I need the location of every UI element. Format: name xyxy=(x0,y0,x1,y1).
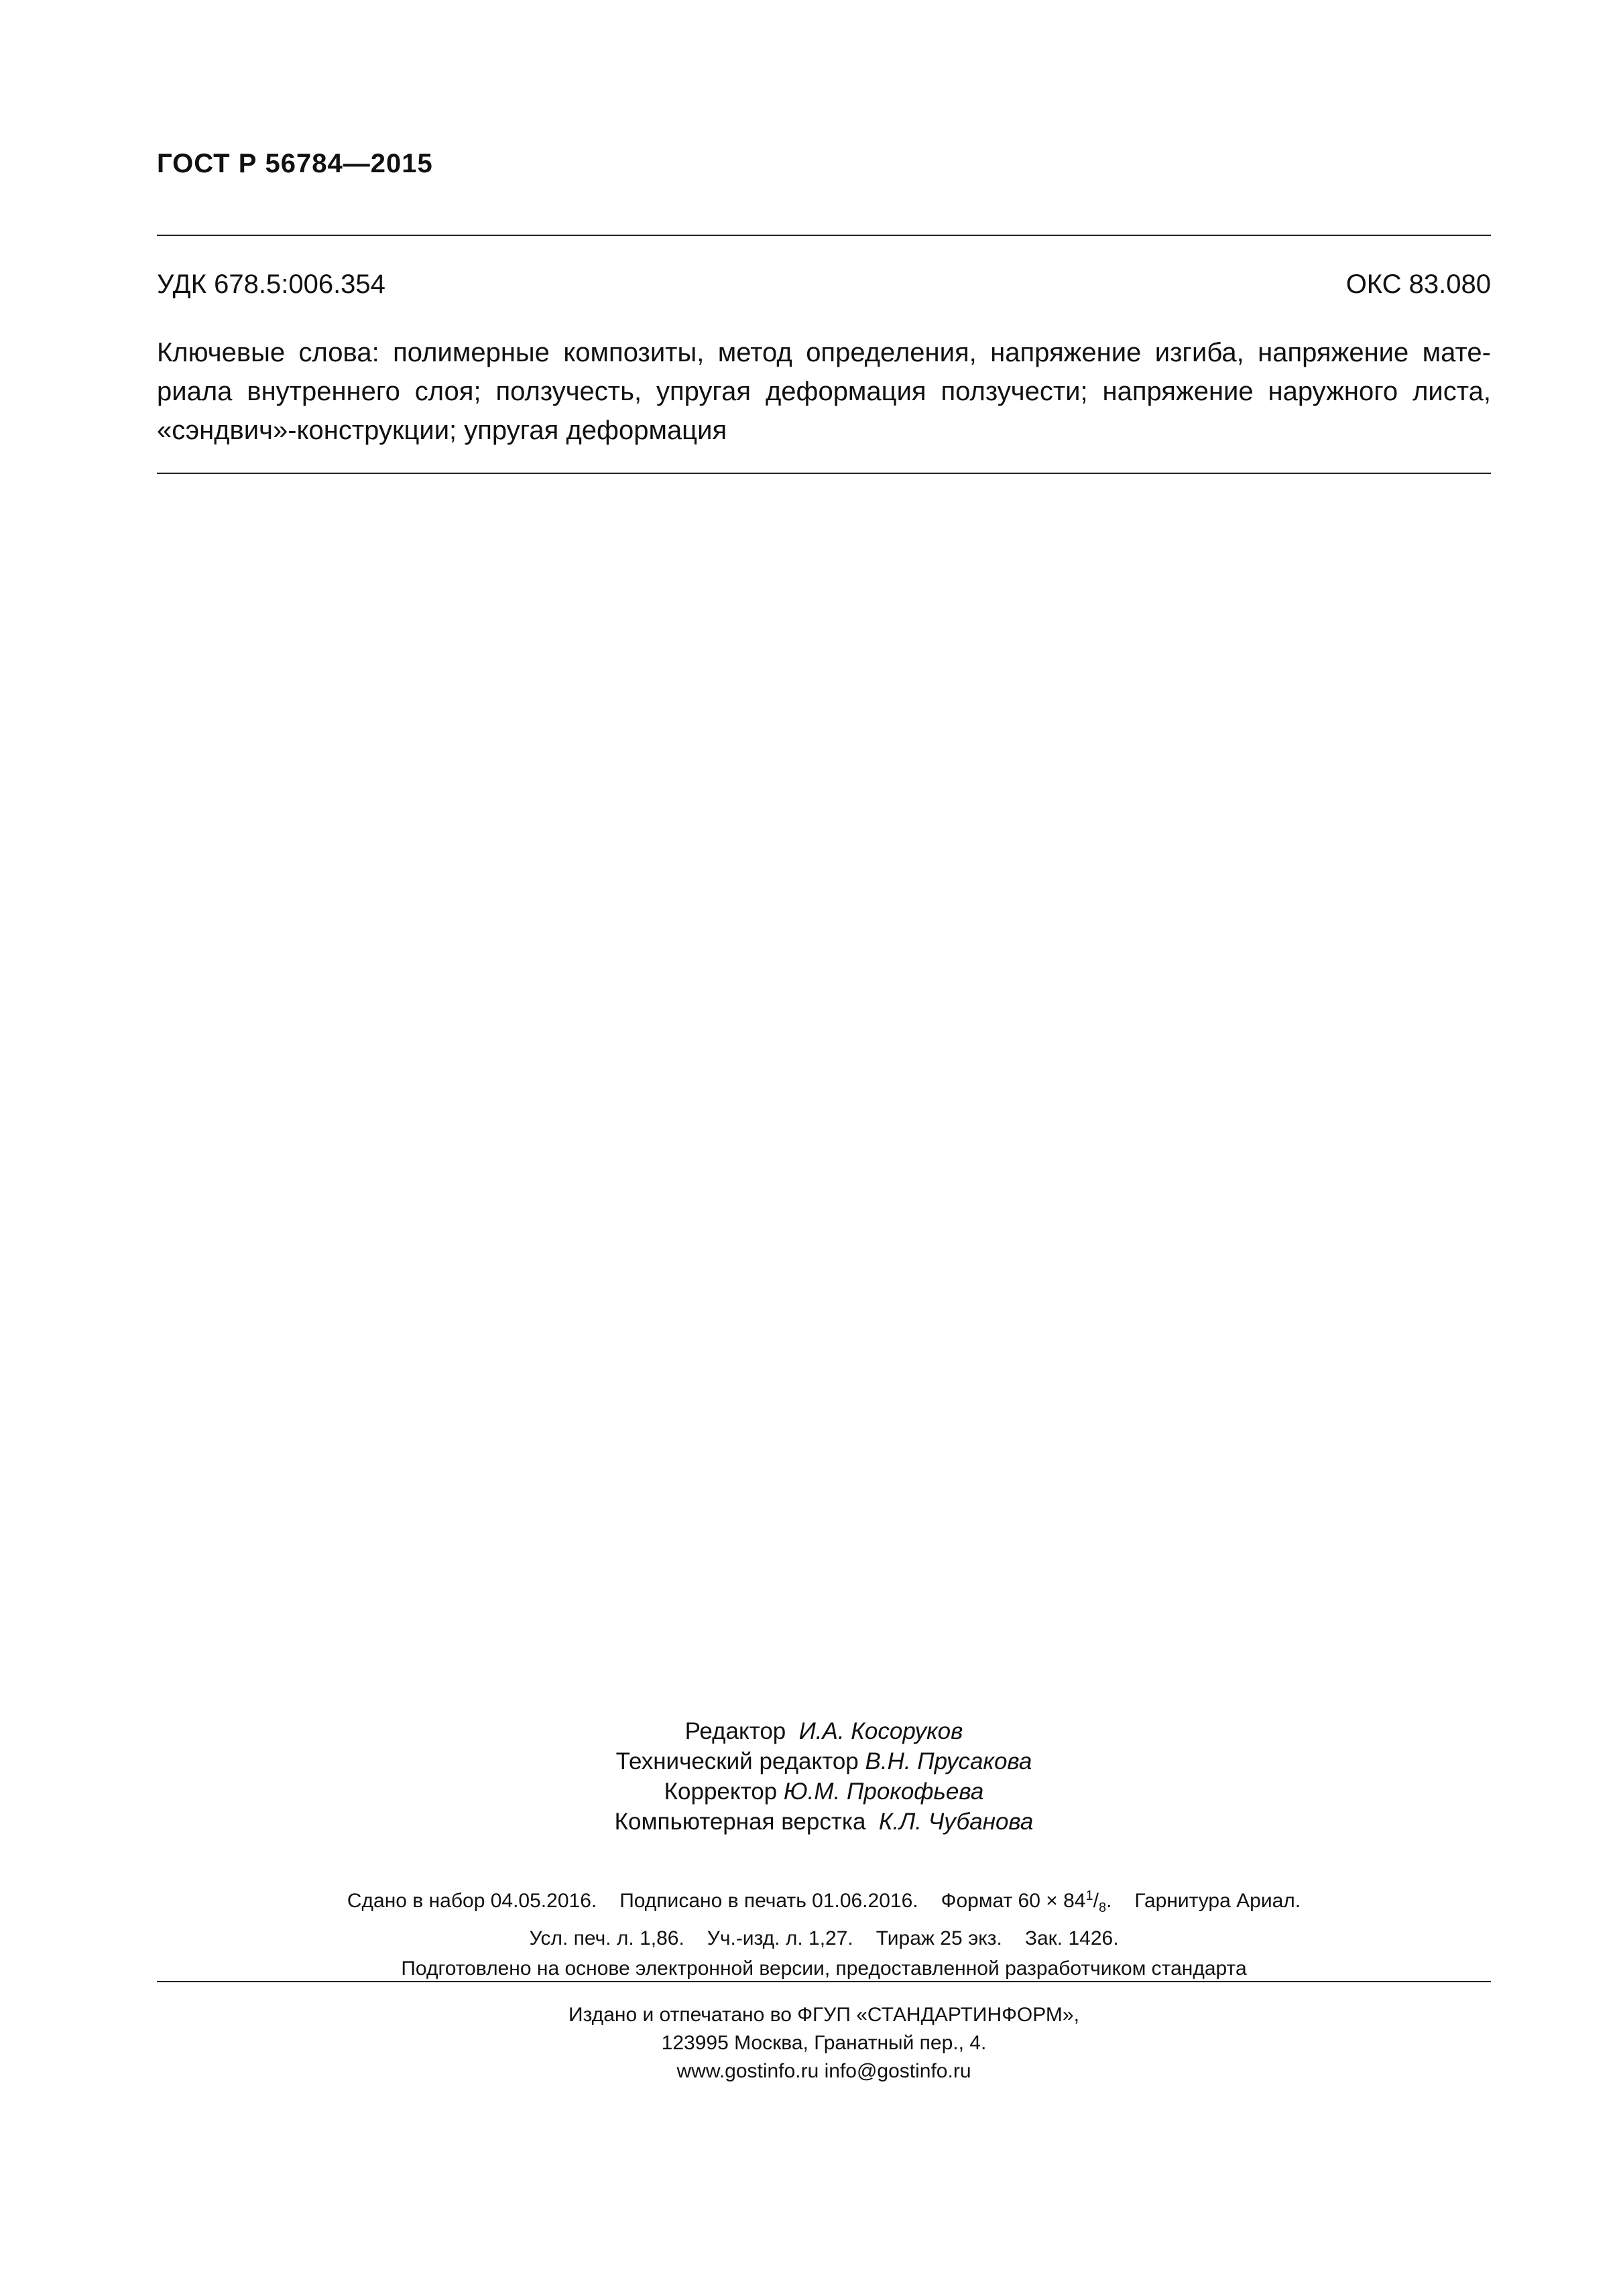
keywords-paragraph: Ключевые слова: полимерные композиты, метод определения, напряжение изгиба, напряжение материала внутреннего слоя; ползучесть, упругая деформация ползучести; напряжение наружного листа, «сэндвич»-конструкции; упругая деформация xyxy=(157,338,1491,445)
submitted-date: Сдано в набор 04.05.2016. xyxy=(347,1890,597,1912)
credit-role: Корректор xyxy=(664,1778,778,1805)
classification-row xyxy=(157,269,1491,300)
paper-format: Формат $60 \times 84^1/_8$. xyxy=(941,1888,1112,1915)
credit-editor xyxy=(157,1716,1491,1746)
typeface: Гарнитура Ариал. xyxy=(1134,1890,1301,1912)
udk-code: УДК 678.5:006.354 xyxy=(157,269,385,299)
publisher-sheets: Уч.-изд. л. 1,27. xyxy=(707,1927,853,1949)
top-divider xyxy=(157,235,1491,236)
credit-name: Ю.М. Прокофьева xyxy=(783,1778,984,1805)
credit-name: К.Л. Чубанова xyxy=(878,1809,1034,1835)
publication-details xyxy=(157,1881,1491,1984)
credit-layout xyxy=(157,1807,1491,1837)
printer-info xyxy=(157,2001,1491,2086)
circulation: Тираж 25 экз. xyxy=(876,1927,1002,1949)
editorial-credits xyxy=(157,1716,1491,1837)
order-number: Зак. 1426. xyxy=(1024,1927,1119,1949)
credit-role: Компьютерная верстка xyxy=(614,1809,866,1835)
credit-name: В.Н. Прусакова xyxy=(865,1748,1032,1774)
credit-role: Редактор xyxy=(684,1718,786,1744)
document-header-title: ГОСТ Р 56784—2015 xyxy=(157,149,433,178)
publication-line-1 xyxy=(157,1881,1491,1923)
publication-line-3: Подготовлено на основе электронной версии, предоставленной разработчиком стандарта xyxy=(401,1957,1247,1980)
signed-date: Подписано в печать 01.06.2016. xyxy=(619,1890,918,1912)
printer-address: 123995 Москва, Гранатный пер., 4. xyxy=(661,2032,987,2054)
bottom-divider xyxy=(157,1981,1491,1982)
keywords-divider xyxy=(157,473,1491,474)
credit-name: И.А. Косоруков xyxy=(798,1718,963,1744)
credit-role: Технический редактор xyxy=(615,1748,859,1774)
print-sheets: Усл. печ. л. 1,86. xyxy=(529,1927,684,1949)
credit-proofreader xyxy=(157,1776,1491,1807)
printer-name: Издано и отпечатано во ФГУП «СТАНДАРТИНФОРМ», xyxy=(568,2004,1079,2026)
publication-line-2 xyxy=(157,1923,1491,1953)
printer-contacts: www.gostinfo.ru info@gostinfo.ru xyxy=(676,2060,971,2082)
credit-technical-editor xyxy=(157,1746,1491,1776)
oks-code: ОКС 83.080 xyxy=(1345,269,1491,299)
